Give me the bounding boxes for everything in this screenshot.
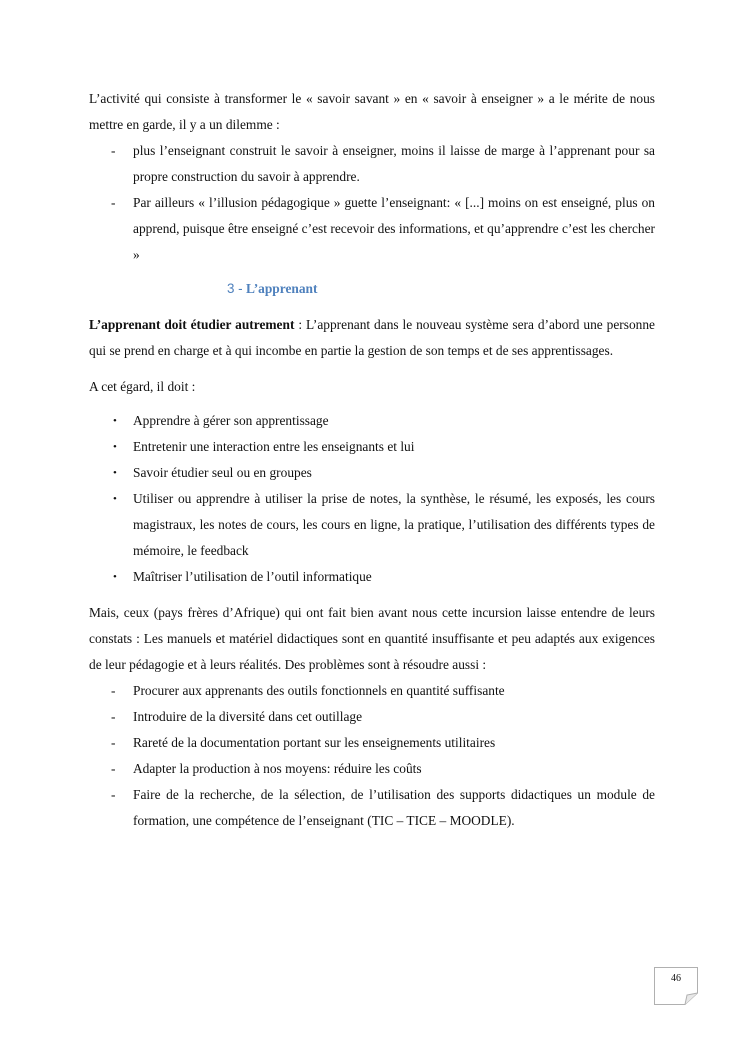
dilemma-list	[89, 138, 655, 268]
list-item: - Faire de la recherche, de la sélection, de l’utilisation des supports didactiques un module de formation, une compétence de l’enseignant (TIC – TICE – MOODLE).	[111, 787, 655, 828]
page-number-box	[654, 967, 698, 1005]
list-item: - Adapter la production à nos moyens: réduire les coûts	[111, 761, 422, 776]
problems-list	[89, 678, 655, 834]
list-item: - Introduire de la diversité dans cet outillage	[111, 709, 363, 724]
page-content	[89, 86, 655, 834]
list-item: • Savoir étudier seul ou en groupes	[113, 465, 312, 480]
list-item: • Apprendre à gérer son apprentissage	[113, 413, 329, 428]
section-heading	[89, 276, 655, 302]
list-item: • Entretenir une interaction entre les enseignants et lui	[113, 439, 415, 454]
section-title: L’apprenant	[246, 281, 318, 296]
must-list	[89, 408, 655, 590]
list-item: - plus l’enseignant construit le savoir à enseigner, moins il laisse de marge à l’apprenant pour sa propre construction du savoir à apprendre.	[111, 143, 655, 184]
paragraph-intro: A cet égard, il doit :	[89, 379, 196, 394]
list-item: - Par ailleurs « l’illusion pédagogique » guette l’enseignant: « [...] moins on est enseigné, plus on apprend, puisque être enseigné c’est recevoir des informations, et qu’apprendre c’est les chercher »	[111, 195, 655, 262]
paragraph-dilemma: L’activité qui consiste à transformer le « savoir savant » en « savoir à enseigner » a le mérite de nous mettre en garde, il y a un dilemme :	[89, 91, 655, 132]
page-number: 46	[671, 973, 681, 984]
paragraph-learner: L’apprenant doit étudier autrement : L’apprenant dans le nouveau système sera d’abord une personne qui se prend en charge et à qui incombe en partie la gestion de son temps et de ses apprentissages.	[89, 317, 655, 358]
list-item: - Procurer aux apprenants des outils fonctionnels en quantité suffisante	[111, 683, 505, 698]
paragraph-africa: Mais, ceux (pays frères d’Afrique) qui ont fait bien avant nous cette incursion laisse entendre de leurs constats : Les manuels et matériel didactiques sont en quantité insuffisante et peu adaptés aux exigences de leur pédagogie et à leurs réalités. Des problèmes sont à résoudre aussi :	[89, 605, 655, 672]
list-item: • Utiliser ou apprendre à utiliser la prise de notes, la synthèse, le résumé, les exposés, les cours magistraux, les notes de cours, les cours en ligne, la pratique, l’utilisation des différents types de mémoire, le feedback	[113, 491, 655, 558]
section-number: 3 -	[227, 281, 243, 296]
list-item: - Rareté de la documentation portant sur les enseignements utilitaires	[111, 735, 496, 750]
learner-lead: L’apprenant doit étudier autrement	[89, 317, 295, 332]
list-item: • Maîtriser l’utilisation de l’outil informatique	[113, 569, 372, 584]
